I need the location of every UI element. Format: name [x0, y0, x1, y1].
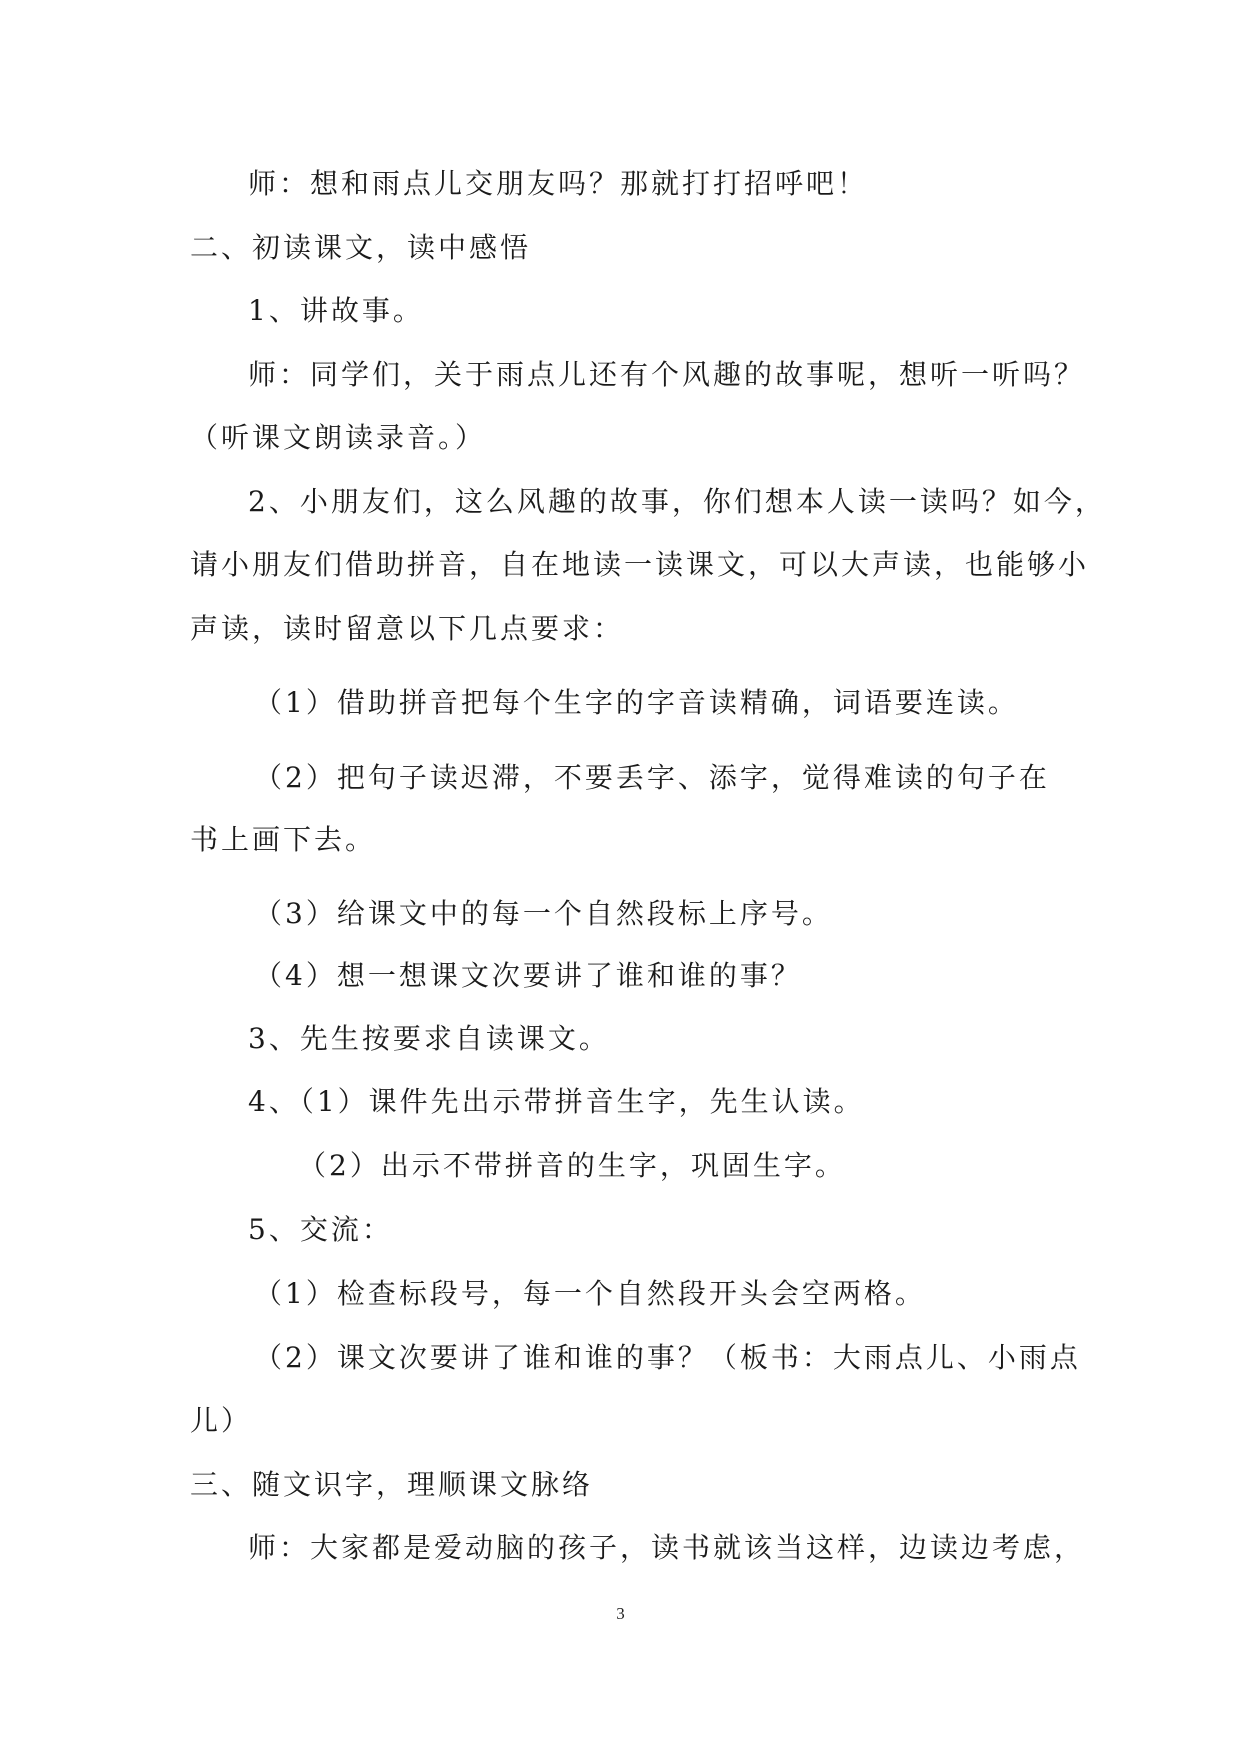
- text-line: （2）把句子读迟滞，不要丢字、添字，觉得难读的句子在: [254, 761, 1050, 794]
- text-line: （听课文朗读录音。）: [190, 421, 487, 454]
- text-line: 1、讲故事。: [248, 294, 424, 327]
- text-line: 2、小朋友们，这么风趣的故事，你们想本人读一读吗？如今，: [248, 485, 1106, 518]
- text-line: （1）借助拼音把每个生字的字音读精确，词语要连读。: [254, 686, 1019, 719]
- text-line: 师：想和雨点儿交朋友吗？那就打打招呼吧！: [248, 167, 869, 200]
- text-line: （4）想一想课文次要讲了谁和谁的事？: [254, 959, 802, 992]
- text-line: 书上画下去。: [190, 823, 377, 856]
- section-heading: 三、随文识字，理顺课文脉络: [190, 1468, 594, 1501]
- text-line: 请小朋友们借助拼音，自在地读一读课文，可以大声读，也能够小: [190, 548, 1090, 581]
- text-line: 5、交流：: [248, 1213, 393, 1246]
- text-line: （2）课文次要讲了谁和谁的事？（板书：大雨点儿、小雨点: [254, 1341, 1081, 1374]
- section-heading: 二、初读课文，读中感悟: [190, 231, 532, 264]
- text-line: 3、先生按要求自读课文。: [248, 1022, 610, 1055]
- text-line: 师：大家都是爱动脑的孩子，读书就该当这样，边读边考虑，: [248, 1531, 1086, 1564]
- text-line: （3）给课文中的每一个自然段标上序号。: [254, 897, 833, 930]
- text-line: 师：同学们，关于雨点儿还有个风趣的故事呢，想听一听吗？: [248, 358, 1086, 391]
- text-line: 4、（1）课件先出示带拼音生字，先生认读。: [248, 1085, 865, 1118]
- text-line: （2）出示不带拼音的生字，巩固生字。: [298, 1149, 846, 1182]
- text-line: 声读，读时留意以下几点要求：: [190, 612, 625, 645]
- text-line: （1）检查标段号，每一个自然段开头会空两格。: [254, 1277, 926, 1310]
- text-line: 儿）: [190, 1404, 253, 1437]
- page-number: 3: [616, 1604, 625, 1623]
